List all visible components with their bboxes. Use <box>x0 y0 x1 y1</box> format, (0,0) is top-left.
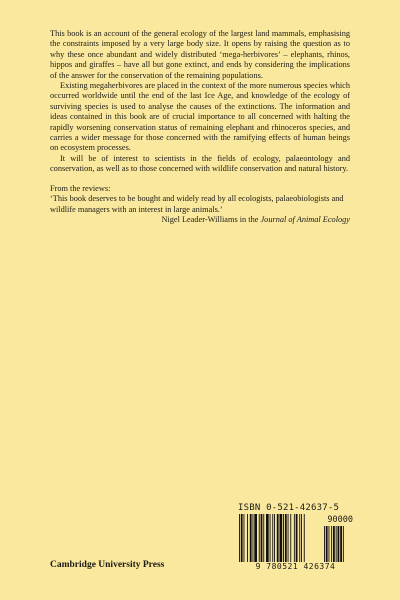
publisher-name: Cambridge University Press <box>50 560 165 570</box>
review-attribution <box>50 215 350 225</box>
review-quote: ‘This book deserves to be bought and widely read by all ecologists, palaeobiologists and wildlife managers with an interest in large animals.’ <box>50 194 344 214</box>
price-code: 90000 <box>327 515 353 525</box>
blurb-paragraph-3: It will be of interest to scientists in the fields of ecology, palaeontology and conservation, as well as to those concerned with wildlife conservation and natural history. <box>50 153 350 174</box>
reviewer-name: Nigel Leader-Williams in the <box>161 214 259 224</box>
blurb-paragraph-1: This book is an account of the general ecology of the largest land mammals, emphasising the constraints imposed by a very large body size. It opens by raising the question as to why these once abundant and widely distributed ‘mega-herbivores’ – elephants, rhinos, hippos and giraffes – have all but gone extinct, and ends by considering the implications of the answer for the conservation of the remaining populations. <box>50 29 350 80</box>
journal-name: Journal of Animal Ecology <box>260 214 350 224</box>
isbn-label: ISBN 0-521-42637-5 <box>238 503 340 513</box>
barcode-digits: 9 780521 426374 <box>238 562 353 571</box>
blurb-text <box>50 29 350 225</box>
barcode-area <box>238 503 353 571</box>
blurb-paragraph-2: Existing megaherbivores are placed in the context of the more numerous species which occurred worldwide until the end of the last Ice Age, and knowledge of the ecology of surviving species is used to analyse the causes of the extinctions. The information and ideas contained in this book are of crucial importance to all concerned with halting the rapidly worsening conservation status of remaining elephant and rhinoceros species, and carries a wider message for those concerned with the ramifying effects of human beings on ecosystem processes. <box>50 81 350 153</box>
reviews-heading: From the reviews: <box>50 183 111 193</box>
